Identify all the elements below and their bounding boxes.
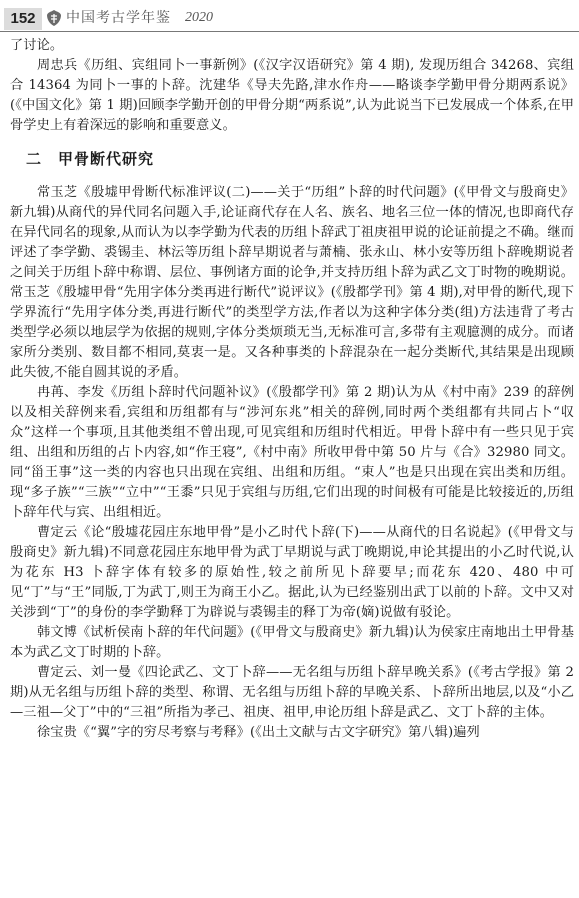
paragraph: 了讨论。 [10, 38, 64, 53]
section-heading [10, 149, 574, 169]
article-body [10, 36, 574, 743]
paragraphs-after-section [10, 183, 574, 743]
section-title: 甲骨断代研究 [58, 150, 155, 168]
paragraph: 徐宝贵《“翼”字的穷尽考察与考释》(《出土文献与古文字研究》第八辑)遍列 [37, 725, 480, 740]
page-header [0, 0, 579, 34]
section-number: 二 [26, 150, 43, 168]
paragraph: 曹定云《论“殷墟花园庄东地甲骨”是小乙时代卜辞(下)——从商代的日名说起》(《甲骨文与殷商史》新九辑)不同意花园庄东地甲骨为武丁早期说与武丁晚期说,申论其提出的小乙时代说,认为花东 H3 卜辞字体有较多的原始性,较之前所见卜辞要早;而花东 420、480 中可见“丁”与“王”同版,丁为武丁,则王为商王小乙。据此,认为已经鉴别出武丁以前的卜辞。文中又对关涉到“丁”的身份的李学勤释丁为辟说与裘锡圭的释丁为帝(嫡)说做有驳论。 [10, 525, 574, 620]
paragraph: 冉苒、李发《历组卜辞时代问题补议》(《殷都学刊》第 2 期)认为从《村中南》239 的辞例以及相关辞例来看,宾组和历组都有与“涉河东兆”相关的辞例,同时两个类组都有共同占卜“収众”这样一个事项,且其他类组不曾出现,可见宾组和历组时代相近。甲骨卜辞中有一些只见于宾组、出组和历组的占卜内容,如“作王寝”,《村中南》所收甲骨中第 50 片与《合》32980 同文。同“甾王事”这一类的内容也只出现在宾组、出组和历组。“束人”也是只出现在宾出类和历组。现“多子族”“三族”“立中”“王黍”只见于宾组与历组,它们出现的时间极有可能是比较接近的,历组卜辞年代与宾、出组相近。 [10, 385, 574, 520]
paragraph: 韩文博《试析侯南卜辞的年代问题》(《甲骨文与殷商史》新九辑)认为侯家庄南地出土甲骨基本为武乙文丁时期的卜辞。 [10, 625, 574, 660]
journal-logo-icon [46, 9, 62, 27]
paragraph: 曹定云、刘一曼《四论武乙、文丁卜辞——无名组与历组卜辞早晚关系》(《考古学报》第 2 期)从无名组与历组卜辞的类型、称谓、无名组与历组卜辞的早晚关系、卜辞所出地层,以及“小乙—三祖—父丁”中的“三祖”所指为孝己、祖庚、祖甲,申论历组卜辞是武乙、文丁卜辞的主体。 [10, 665, 574, 720]
paragraph: 常玉芝《殷墟甲骨断代标准评议(二)——关于“历组”卜辞的时代问题》(《甲骨文与殷商史》新九辑)从商代的异代同名问题入手,论证商代存在人名、族名、地名三位一体的情况,也即商代存在异代同名的现象,从而认为以李学勤为代表的历组卜辞武丁祖庚祖甲说的论证前提之不确。继而评述了李学勤、裘锡圭、林沄等历组卜辞早期说者与萧楠、张永山、林小安等历组卜辞晚期说者之间关于历组卜辞中称谓、层位、事例诸方面的论争,并支持历组卜辞为武乙文丁时物的晚期说。常玉芝《殷墟甲骨“先用字体分类再进行断代”说评议》(《殷都学刊》第 4 期),对甲骨的断代,现下学界流行“先用字体分类,再进行断代”的类型学方法,作者以为这种字体分类(组)方法违背了考古类型学必须以地层学为依据的规则,字体分类烦琐无当,无标准可言,多带有主观臆测的成分。而诸家所分类别、数目都不相同,莫衷一是。又各种事类的卜辞混杂在一起分类断代,其结果是出现顾此失彼,不能自圆其说的矛盾。 [10, 185, 574, 380]
paragraph: 周忠兵《历组、宾组同卜一事新例》(《汉字汉语研究》第 4 期), 发现历组合 34268、宾组合 14364 为同卜一事的卜辞。沈建华《导夫先路,津水作舟——略谈李学勤甲骨分期两系说》(《中国文化》第 1 期)回顾李学勤开创的甲骨分期“两系说”,认为此说当下已发展成一个体系,在甲骨学史上有着深远的影响和重要意义。 [10, 58, 574, 133]
journal-year: 2020 [185, 10, 213, 25]
header-rule [0, 31, 579, 32]
page-number: 152 [4, 8, 42, 30]
paragraphs-before-section [10, 36, 574, 136]
journal-name: 中国考古学年鉴 [66, 10, 171, 26]
